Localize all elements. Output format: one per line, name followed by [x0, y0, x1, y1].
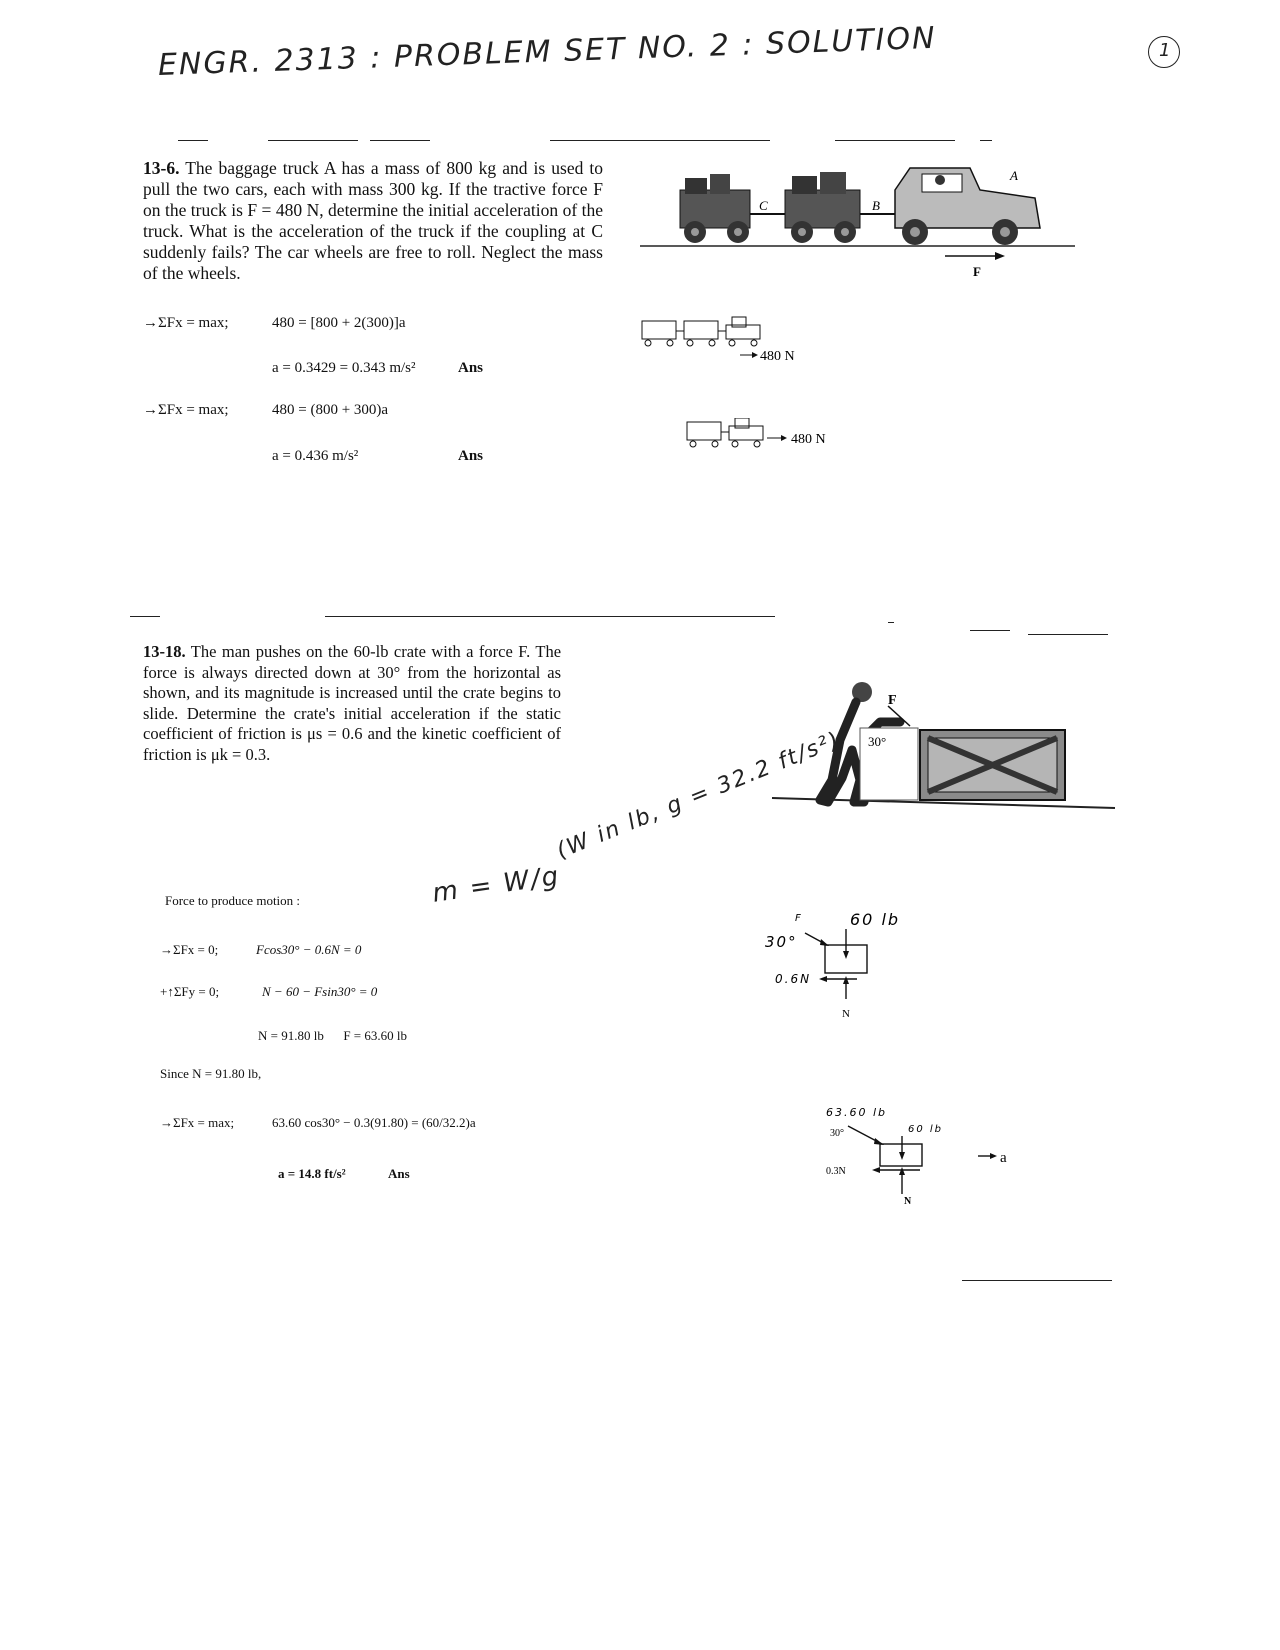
fbd1-force-label: 480 N	[760, 349, 795, 364]
equation-results: N = 91.80 lb F = 63.60 lb	[258, 1028, 408, 1043]
fbd-crate-kinetic	[820, 1100, 1030, 1210]
fbd2-friction-label: 0.3N	[826, 1166, 846, 1177]
fbd2-force-label: 63.60 lb	[826, 1106, 888, 1119]
problem-number: 13-6.	[143, 158, 180, 178]
label-f: F	[888, 693, 897, 708]
separator	[268, 140, 358, 141]
handwritten-mass-note: m = W/g	[430, 861, 563, 909]
equation-3-lhs: →ΣFx = max;	[160, 1115, 235, 1130]
equation-3-rhs: 63.60 cos30° − 0.3(91.80) = (60/32.2)a	[272, 1115, 476, 1130]
equation-2-lhs: +↑ΣFy = 0;	[160, 984, 220, 999]
page-number: 1	[1159, 40, 1171, 61]
equation-2-result: a = 0.436 m/s²	[272, 448, 359, 464]
problem-text: The man pushes on the 60-lb crate with a force F. The force is always directed down at 30° from the horizontal as shown, and its magnitude is increased until the crate begins to slide. Determine the crate's initial acceleration if the static coefficient of friction is μs = 0.6 and the kinetic coefficient of friction is μk = 0.3.	[143, 642, 562, 764]
fbd1-friction-label: 0.6N	[775, 972, 812, 986]
page-title: ENGR. 2313 : PROBLEM SET NO. 2 : SOLUTION	[157, 20, 938, 83]
equation-2-rhs: 480 = (800 + 300)a	[272, 402, 389, 418]
fbd2-angle-label: 30°	[830, 1128, 844, 1139]
separator	[835, 140, 955, 141]
separator	[962, 1280, 1112, 1281]
equation-2-rhs: N − 60 − Fsin30° = 0	[262, 984, 378, 999]
fbd2-accel-label: a	[1000, 1150, 1007, 1166]
answer-label: Ans	[458, 360, 484, 376]
fbd-three-cars	[640, 315, 840, 365]
fbd1-angle-label: 30°	[765, 933, 798, 951]
equation-3-result: a = 14.8 ft/s²	[278, 1166, 346, 1181]
fbd2-normal-label: N	[904, 1196, 912, 1207]
baggage-truck-figure	[640, 150, 1080, 290]
separator	[980, 140, 992, 141]
fbd1-normal-label: N	[842, 1008, 850, 1020]
label-angle: 30°	[868, 734, 887, 749]
separator	[970, 630, 1010, 631]
problem-text: The baggage truck A has a mass of 800 kg and is used to pull the two cars, each with mass 300 kg. If the tractive force F on the truck is F = 480 N, determine the initial acceleration of the truck. What is the acceleration of the truck if the coupling at C suddenly fails? The car wheels are free to roll. Neglect the mass of the wheels.	[143, 158, 603, 283]
answer-label: Ans	[388, 1166, 410, 1181]
separator	[325, 616, 775, 617]
equation-1-rhs: 480 = [800 + 2(300)]a	[272, 315, 406, 331]
separator	[130, 616, 160, 617]
equation-1-lhs: →ΣFx = 0;	[160, 942, 219, 957]
page-number-circle	[1148, 36, 1180, 68]
label-f: F	[973, 264, 981, 279]
fbd2-weight-label: 60 lb	[908, 1124, 944, 1135]
answer-label: Ans	[458, 448, 484, 464]
equation-1-lhs: →ΣFx = max;	[143, 315, 229, 331]
separator	[370, 140, 430, 141]
equation-1-rhs: Fcos30° − 0.6N = 0	[256, 942, 362, 957]
separator	[550, 140, 770, 141]
fbd1-weight-label: 60 lb	[850, 910, 901, 929]
problem-13-18-statement	[143, 642, 561, 765]
since-statement: Since N = 91.80 lb,	[160, 1066, 262, 1081]
fbd2-force-label: 480 N	[791, 432, 826, 447]
separator	[888, 622, 894, 623]
equation-1-result: a = 0.3429 = 0.343 m/s²	[272, 360, 416, 376]
fbd-crate-static	[765, 905, 925, 1025]
problem-13-6-statement	[143, 158, 603, 284]
fbd1-force-label: F	[795, 913, 803, 924]
label-c: C	[759, 198, 768, 213]
fbd-two-units	[685, 418, 885, 458]
handwritten-units-note: (W in lb, g = 32.2 ft/s²)	[553, 727, 845, 865]
label-b: B	[872, 198, 880, 213]
equation-2-lhs: →ΣFx = max;	[143, 402, 229, 418]
problem-number: 13-18.	[143, 642, 186, 661]
separator	[178, 140, 208, 141]
separator	[1028, 634, 1108, 635]
solution-heading: Force to produce motion :	[165, 893, 301, 908]
label-a: A	[1010, 168, 1018, 183]
